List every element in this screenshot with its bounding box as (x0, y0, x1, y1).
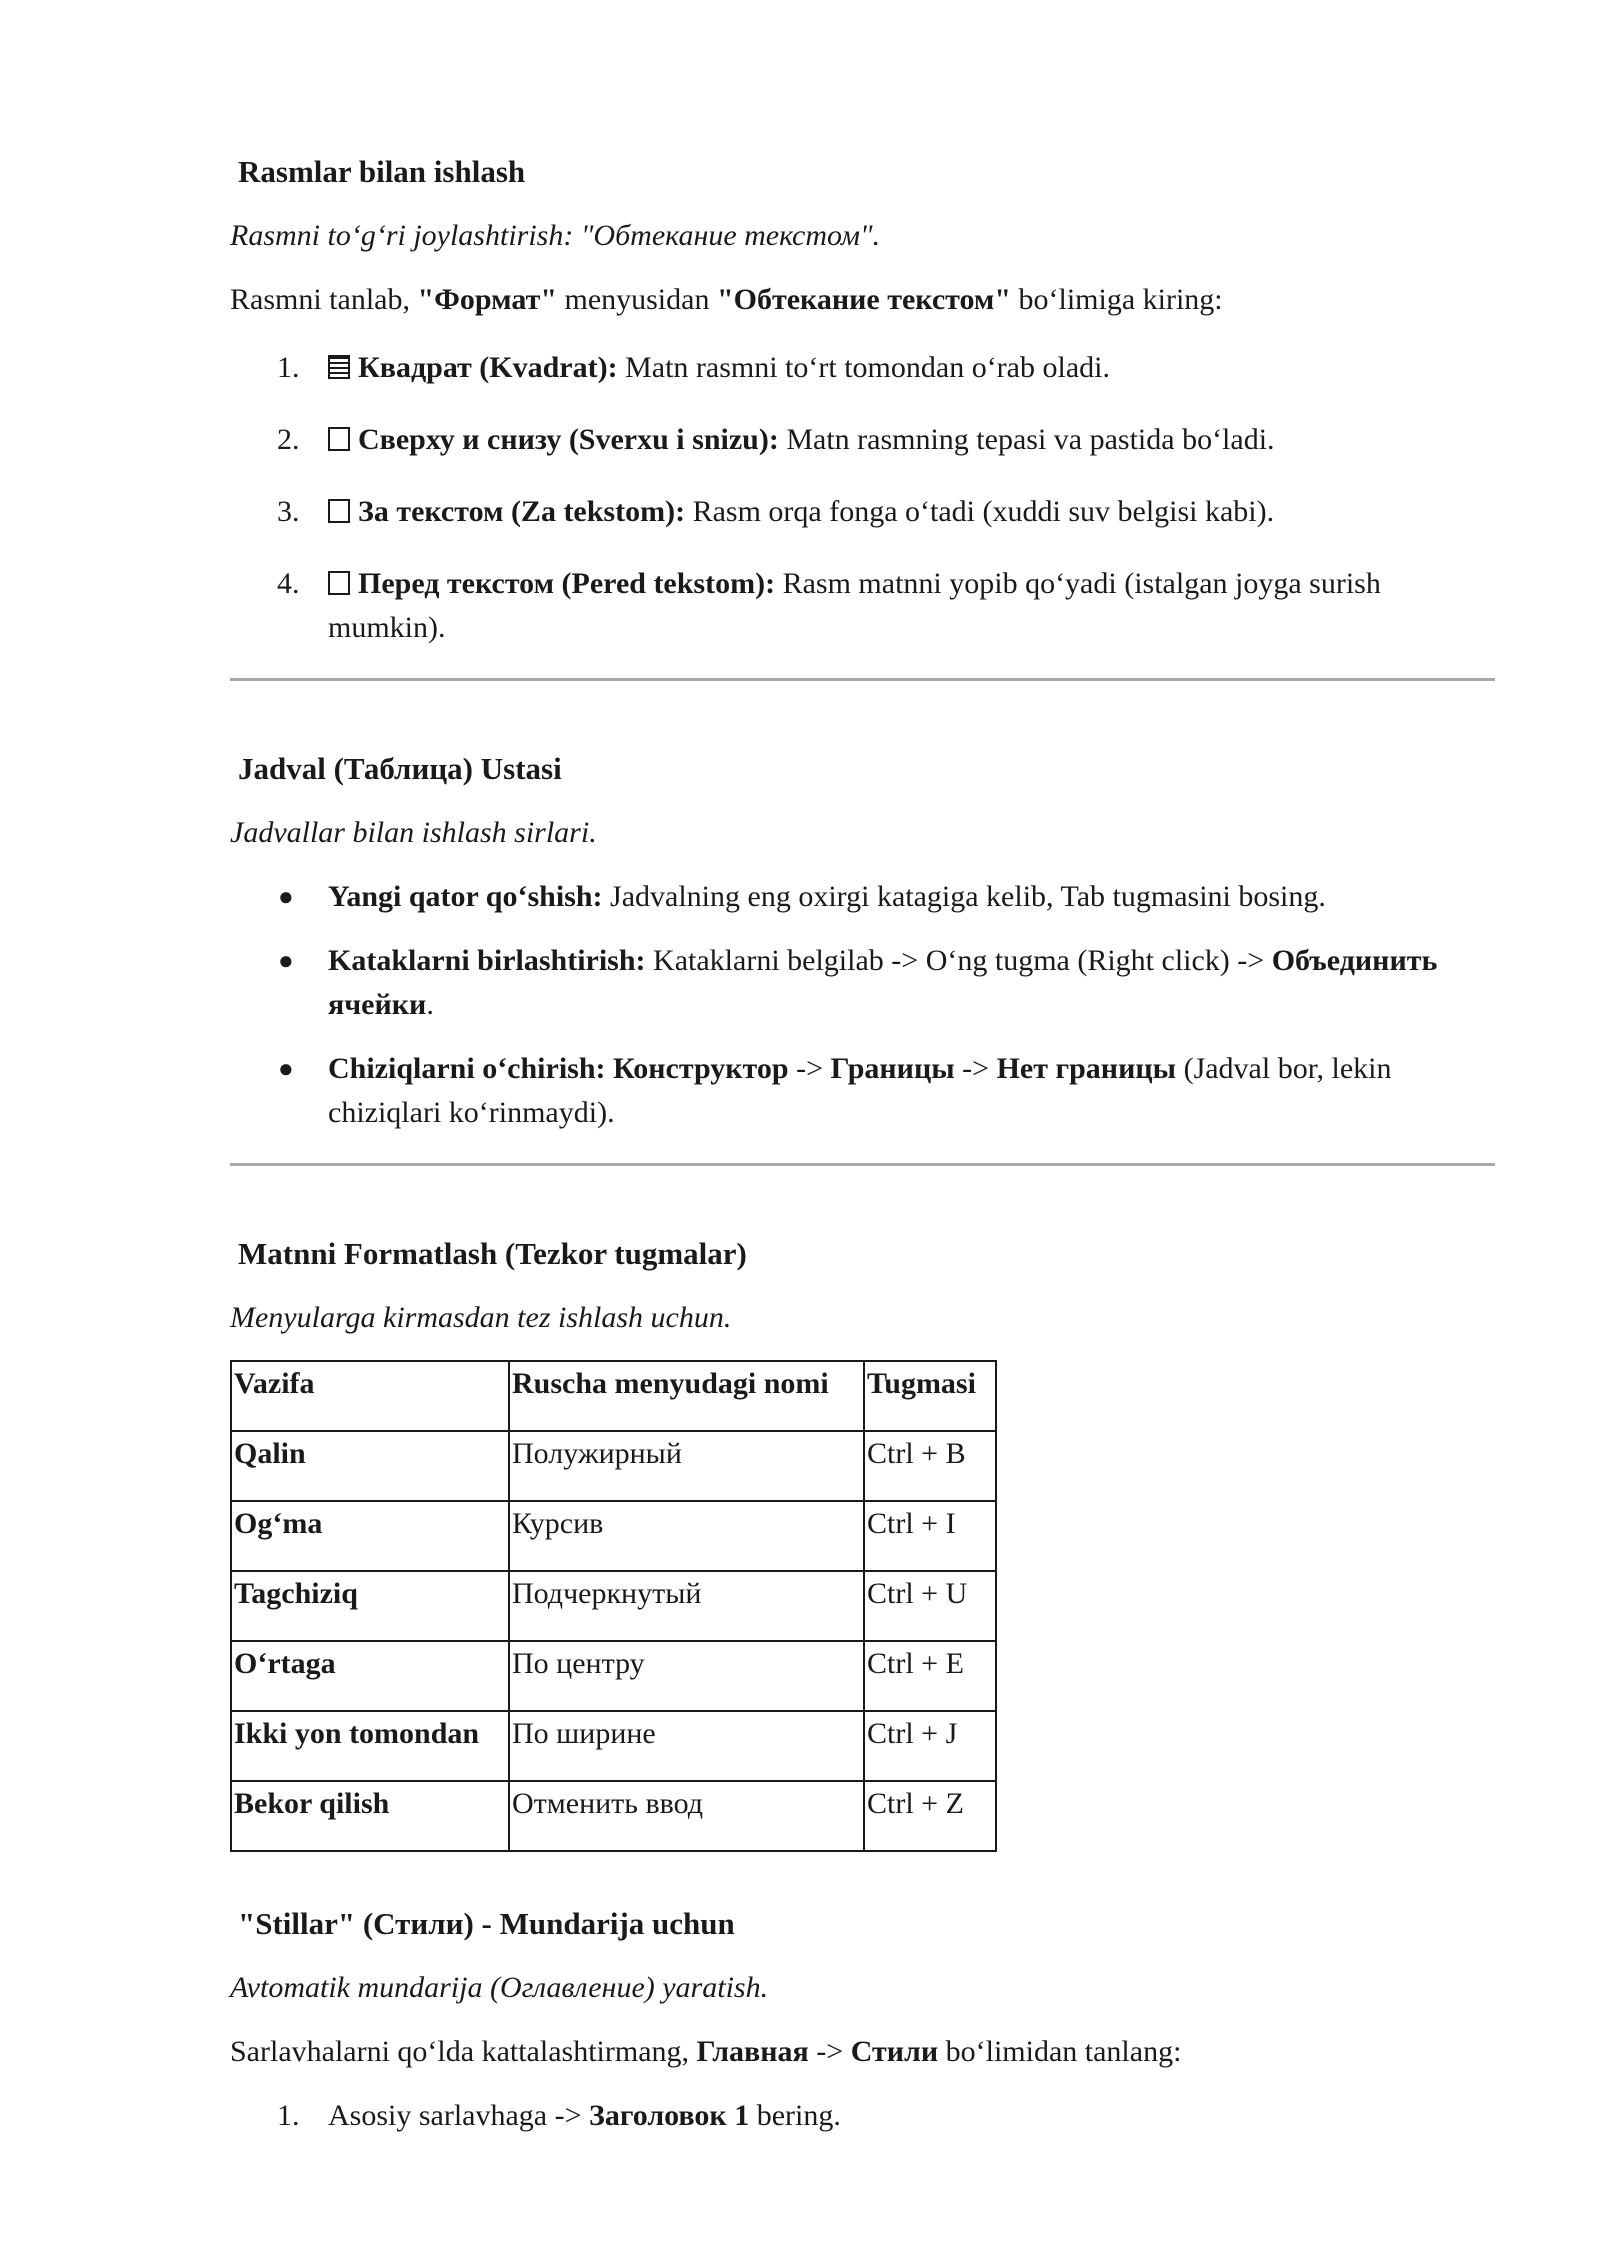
table-header-row (231, 1361, 996, 1431)
table-cell: Курсив (509, 1501, 864, 1571)
styles-steps-list (230, 2094, 1495, 2138)
list-item: 2. Сверху и снизу (Sverxu i snizu): Matn rasmning tepasi va pastida bo‘ladi. (277, 423, 1275, 456)
table-cell: По центру (509, 1641, 864, 1711)
section-tables (230, 681, 1495, 1166)
list-item: 1. Квадрат (Kvadrat): Matn rasmni to‘rt tomondan o‘rab oladi. (277, 351, 1110, 384)
list-item: ● Chiziqlarni o‘chirish: Конструктор -> Границы -> Нет границы (Jadval bor, lekin chiziqlari ko‘rinmaydi). (278, 1052, 1392, 1129)
table-row (231, 1431, 996, 1501)
table-row (231, 1571, 996, 1641)
table-cell: Ctrl + U (864, 1571, 996, 1641)
table-cell: Tagchiziq (231, 1571, 509, 1641)
table-cell: Ctrl + Z (864, 1781, 996, 1851)
table-cell: Ctrl + B (864, 1431, 996, 1501)
table-cell: Ctrl + J (864, 1711, 996, 1781)
missing-glyph-icon (328, 499, 350, 523)
section-title-formatting: Matnni Formatlash (Tezkor tugmalar) (238, 1236, 747, 1271)
list-item: 4. Перед текстом (Pered tekstom): Rasm matnni yopib qo‘yadi (istalgan joyga surish mumkin). (277, 567, 1381, 644)
document-page (230, 0, 1495, 2138)
section-formatting (230, 1166, 1495, 1852)
table-header-cell: Ruscha menyudagi nomi (509, 1361, 864, 1431)
section-subtitle-images: Rasmni to‘g‘ri joylashtirish: "Обтекание текстом". (230, 219, 881, 252)
section-styles (230, 1852, 1495, 2138)
table-header-cell: Vazifa (231, 1361, 509, 1431)
list-item: ● Yangi qator qo‘shish: Jadvalning eng oxirgi katagiga kelib, Tab tugmasini bosing. (278, 880, 1326, 913)
table-cell: Og‘ma (231, 1501, 509, 1571)
table-cell: Ctrl + E (864, 1641, 996, 1711)
table-row (231, 1501, 996, 1571)
wrap-options-list (230, 346, 1495, 650)
table-tips-list (230, 875, 1495, 1135)
missing-glyph-icon (328, 571, 350, 595)
table-row (231, 1781, 996, 1851)
section-images (230, 0, 1495, 681)
table-cell: По ширине (509, 1711, 864, 1781)
table-cell: O‘rtaga (231, 1641, 509, 1711)
table-header-cell: Tugmasi (864, 1361, 996, 1431)
list-item: ● Kataklarni birlashtirish: Kataklarni belgilab -> O‘ng tugma (Right click) -> Объединить ячейки. (278, 944, 1438, 1021)
shortcuts-table (230, 1360, 997, 1852)
table-cell: Полужирный (509, 1431, 864, 1501)
list-item: 1. Asosiy sarlavhaga -> Заголовок 1 bering. (277, 2099, 841, 2132)
section-title-tables: Jadval (Таблица) Ustasi (238, 751, 562, 786)
table-cell: Bekor qilish (231, 1781, 509, 1851)
table-cell: Ctrl + I (864, 1501, 996, 1571)
table-cell: Подчеркнутый (509, 1571, 864, 1641)
section-title-images: Rasmlar bilan ishlash (238, 154, 526, 189)
table-cell: Qalin (231, 1431, 509, 1501)
table-row (231, 1641, 996, 1711)
table-row (231, 1711, 996, 1781)
images-intro: Rasmni tanlab, "Формат" menyusidan "Обтекание текстом" bo‘limiga kiring: (230, 283, 1223, 316)
section-subtitle-tables: Jadvallar bilan ishlash sirlari. (230, 816, 597, 849)
missing-glyph-icon (328, 427, 350, 451)
list-item: 3. За текстом (Za tekstom): Rasm orqa fonga o‘tadi (xuddi suv belgisi kabi). (277, 495, 1275, 528)
section-subtitle-styles: Avtomatik mundarija (Оглавление) yaratish. (230, 1971, 769, 2004)
section-subtitle-formatting: Menyularga kirmasdan tez ishlash uchun. (230, 1301, 732, 1334)
section-title-styles: "Stillar" (Стили) - Mundarija uchun (238, 1906, 735, 1941)
styles-intro: Sarlavhalarni qo‘lda kattalashtirmang, Главная -> Стили bo‘limidan tanlang: (230, 2035, 1182, 2068)
table-cell: Ikki yon tomondan (231, 1711, 509, 1781)
square-wrap-icon (328, 355, 350, 379)
table-cell: Отменить ввод (509, 1781, 864, 1851)
